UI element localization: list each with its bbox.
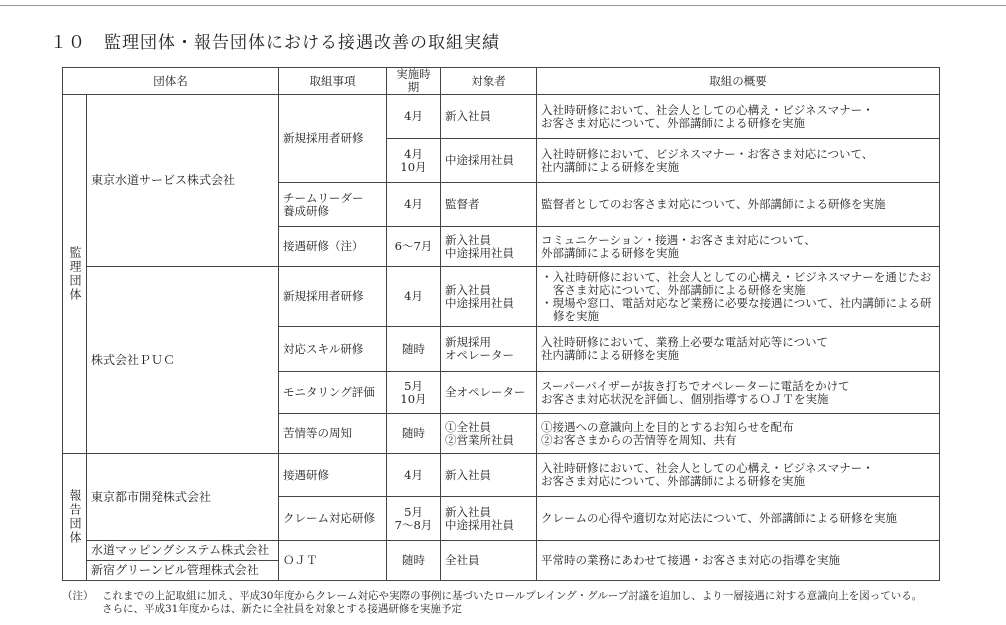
target-line: 中途採用社員: [445, 517, 514, 532]
target-line: 新規採用: [445, 335, 491, 349]
overview-cell: [537, 454, 940, 497]
overview-cell: [537, 183, 940, 227]
org-tokyo-suido: 東京水道サービス株式会社: [87, 95, 279, 267]
footnote-label: （注）: [62, 590, 94, 602]
item-cell: 接遇研修: [279, 454, 387, 497]
target-cell: 新入社員: [441, 95, 537, 139]
overview-bullet: ・入社時研修において、社会人としての心構え・ビジネスマナーを通じたお客さま対応について、外部講師による研修を実施: [541, 269, 932, 297]
overview-line: ②お客さまからの苦情等を周知、共有: [541, 432, 737, 447]
overview-line: 社内講師による研修を実施: [541, 159, 679, 174]
period-line: 4月: [404, 146, 423, 161]
header-org: 団体名: [63, 68, 279, 95]
item-cell: 新規採用者研修: [279, 95, 387, 183]
overview-line: 入社時研修において、業務上必要な電話対応等について: [541, 335, 829, 349]
target-cell: [441, 497, 537, 541]
table-row: [63, 541, 940, 561]
period-line: 7～8月: [394, 517, 433, 532]
org-toshi: 東京都市開発株式会社: [87, 454, 279, 541]
period-cell: 随時: [387, 327, 441, 372]
target-line: 中途採用社員: [445, 295, 514, 310]
target-line: 中途採用社員: [445, 245, 514, 260]
overview-line: 外部講師による研修を実施: [541, 245, 679, 260]
period-cell: 随時: [387, 541, 441, 581]
header-overview: 取組の概要: [537, 68, 940, 95]
overview-cell: [537, 139, 940, 183]
target-cell: [441, 267, 537, 327]
overview-line: お客さま対応状況を評価し、個別指導するＯＪＴを実施: [541, 391, 829, 406]
overview-line: 監督者としてのお客さま対応について、外部講師による研修を実施: [541, 197, 886, 211]
overview-cell: [537, 95, 940, 139]
overview-cell: 平常時の業務にあわせて接遇・お客さま対応の指導を実施: [537, 541, 940, 581]
target-cell: 中途採用社員: [441, 139, 537, 183]
footnote-line: これまでの上記取組に加え、平成30年度からクレーム対応や実際の事例に基づいたロールプレイング・グループ討議を追加し、より一層接遇に対する意識向上を図っている。: [102, 590, 923, 602]
table-row: [63, 454, 940, 497]
target-line: ①全社員: [445, 419, 491, 434]
period-cell: 4月: [387, 454, 441, 497]
target-line: 新入社員: [445, 232, 491, 247]
overview-line: 入社時研修において、社会人としての心構え・ビジネスマナー・: [541, 461, 874, 475]
overview-line: スーパーバイザーが抜き打ちでオペレーターに電話をかけて: [541, 378, 850, 393]
period-cell: 4月: [387, 95, 441, 139]
item-cell: クレーム対応研修: [279, 497, 387, 541]
table-row: [63, 95, 940, 139]
overview-cell: クレームの心得や適切な対応法について、外部講師による研修を実施: [537, 497, 940, 541]
item-cell: 対応スキル研修: [279, 327, 387, 372]
item-cell: モニタリング評価: [279, 372, 387, 414]
target-cell: 全オペレーター: [441, 372, 537, 414]
header-item: 取組事項: [279, 68, 387, 95]
period-cell: 6～7月: [387, 227, 441, 267]
footnote-line: さらに、平成31年度からは、新たに全社員を対象とする接遇研修を実施予定: [102, 603, 462, 615]
period-line: 10月: [400, 159, 427, 174]
target-cell: 監督者: [441, 183, 537, 227]
group-houkoku: 報告団体: [63, 454, 87, 581]
target-line: ②営業所社員: [445, 432, 514, 447]
target-cell: [441, 327, 537, 372]
overview-line: お客さま対応について、外部講師による研修を実施: [541, 115, 806, 130]
target-cell: [441, 227, 537, 267]
period-line: 10月: [400, 391, 427, 406]
target-line: 新入社員: [445, 504, 491, 519]
overview-bullet: ・現場や窓口、電話対応など業務に必要な接遇について、社内講師による研修を実施: [541, 295, 932, 323]
measures-table: [62, 67, 940, 581]
table-row: [63, 267, 940, 327]
overview-line: お客さま対応について、外部講師による研修を実施: [541, 474, 806, 488]
overview-line: コミュニケーション・接遇・お客さま対応について、: [541, 232, 816, 247]
item-cell: [279, 183, 387, 227]
item-line: 養成研修: [283, 203, 329, 218]
target-cell: 全社員: [441, 541, 537, 581]
org-mapping: 水道マッピングシステム株式会社: [87, 541, 279, 561]
header-target: 対象者: [441, 68, 537, 95]
overview-cell: [537, 227, 940, 267]
overview-line: 入社時研修において、社会人としての心構え・ビジネスマナー・: [541, 102, 874, 117]
org-puc: 株式会社ＰＵＣ: [87, 267, 279, 454]
period-cell: [387, 497, 441, 541]
target-line: オペレーター: [445, 348, 514, 362]
overview-line: 社内講師による研修を実施: [541, 348, 679, 362]
overview-line: 入社時研修において、ビジネスマナー・お客さま対応について、: [541, 146, 874, 161]
item-cell: 新規採用者研修: [279, 267, 387, 327]
period-cell: [387, 372, 441, 414]
target-line: 新入社員: [445, 282, 491, 297]
overview-cell: [537, 414, 940, 454]
overview-cell: [537, 267, 940, 327]
target-cell: 新入社員: [441, 454, 537, 497]
item-cell: ＯＪＴ: [279, 541, 387, 581]
period-line: 5月: [404, 378, 423, 393]
group-kanri: 監理団体: [63, 95, 87, 454]
org-shinjuku: 新宿グリーンビル管理株式会社: [87, 561, 279, 581]
period-cell: 4月: [387, 183, 441, 227]
item-line: チームリーダー: [283, 190, 364, 205]
overview-cell: [537, 327, 940, 372]
period-cell: 随時: [387, 414, 441, 454]
overview-cell: [537, 372, 940, 414]
period-cell: [387, 139, 441, 183]
page-title: １０ 監理団体・報告団体における接遇改善の取組実績: [50, 33, 500, 53]
header-period: 実施時期: [387, 68, 441, 95]
item-cell: 接遇研修（注）: [279, 227, 387, 267]
top-rule: [0, 5, 1006, 6]
period-line: 5月: [404, 504, 423, 519]
overview-line: ①接遇への意識向上を目的とするお知らせを配布: [541, 419, 794, 434]
target-cell: [441, 414, 537, 454]
item-cell: 苦情等の周知: [279, 414, 387, 454]
table-header-row: [63, 68, 940, 95]
period-cell: 4月: [387, 267, 441, 327]
